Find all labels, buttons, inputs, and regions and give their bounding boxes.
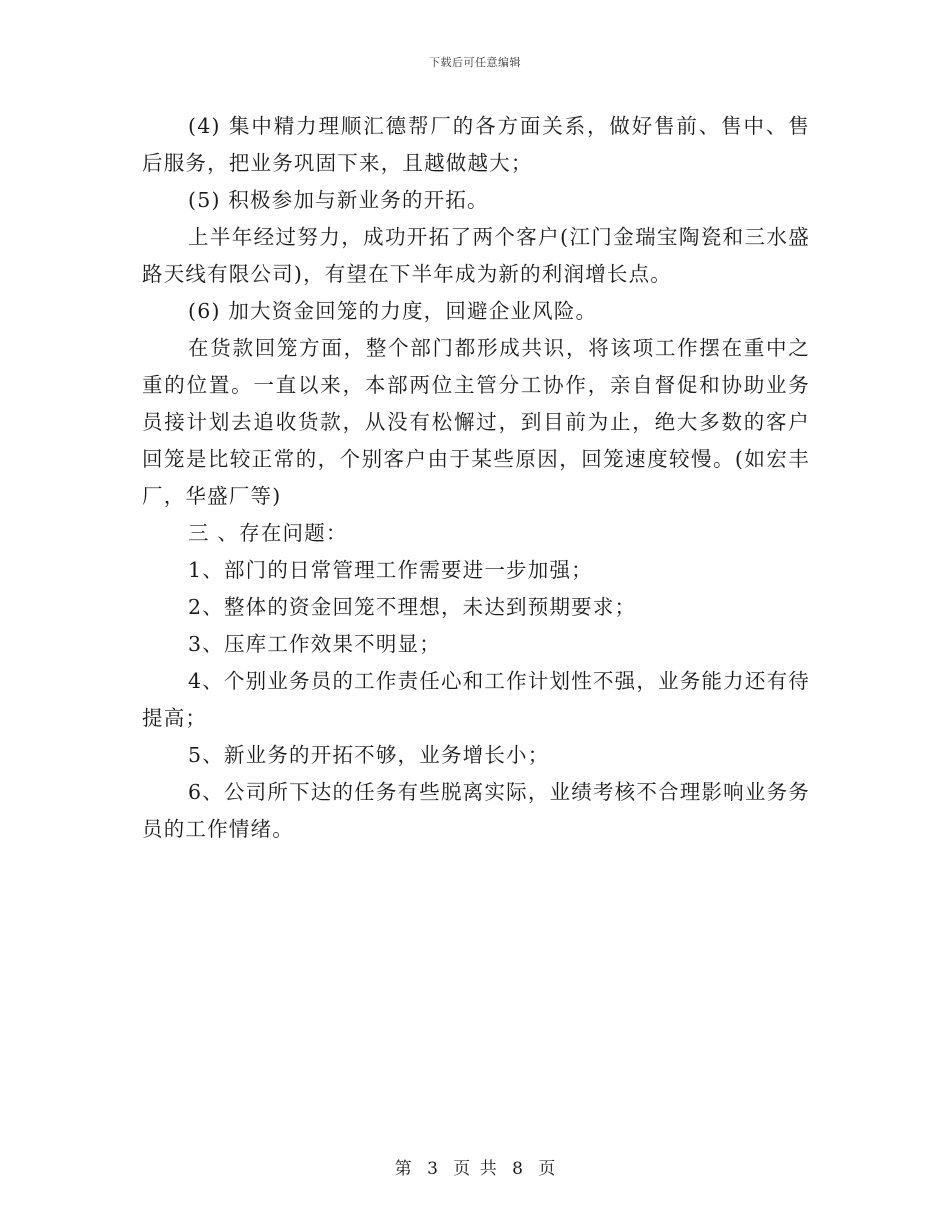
section-heading-problems: 三 、存在问题：	[188, 521, 348, 545]
problem-item-2: 2、整体的资金回笼不理想，未达到预期要求；	[188, 595, 637, 619]
paragraph-item-5: (5) 积极参加与新业务的开拓。	[188, 188, 489, 212]
paragraph-new-clients: 上半年经过努力，成功开拓了两个客户(江门金瑞宝陶瓷和三水盛路天线有限公司)，有望在下半年成为新的利润增长点。	[142, 225, 810, 286]
header-note: 下载后可任意编辑	[429, 56, 521, 69]
problem-item-3: 3、压库工作效果不明显；	[188, 632, 441, 656]
page-label-prefix: 第	[394, 1159, 412, 1179]
problem-item-1: 1、部门的日常管理工作需要进一步加强；	[188, 558, 593, 582]
page-label-suffix: 页	[538, 1159, 556, 1179]
current-page-number: 3	[427, 1159, 438, 1179]
document-body	[142, 108, 810, 848]
page-label-mid: 页 共	[453, 1159, 497, 1179]
page-number-footer	[0, 1154, 950, 1179]
paragraph-collections: 在货款回笼方面，整个部门都形成共识，将该项工作摆在重中之重的位置。一直以来，本部两位主管分工协作，亲自督促和协助业务员接计划去追收货款，从没有松懈过，到目前为止，绝大多数的客户回笼是比较正常的，个别客户由于某些原因，回笼速度较慢。(如宏丰厂，华盛厂等)	[142, 336, 810, 508]
problem-item-4: 4、个别业务员的工作责任心和工作计划性不强，业务能力还有待提高；	[142, 669, 810, 730]
problem-item-5: 5、新业务的开拓不够，业务增长小；	[188, 743, 550, 767]
total-page-number: 8	[512, 1159, 523, 1179]
problem-item-6: 6、公司所下达的任务有些脱离实际，业绩考核不合理影响业务务员的工作情绪。	[142, 780, 810, 841]
paragraph-item-6: (6) 加大资金回笼的力度，回避企业风险。	[188, 299, 598, 323]
paragraph-item-4: (4) 集中精力理顺汇德帮厂的各方面关系，做好售前、售中、售后服务，把业务巩固下来，且越做越大；	[142, 114, 810, 175]
